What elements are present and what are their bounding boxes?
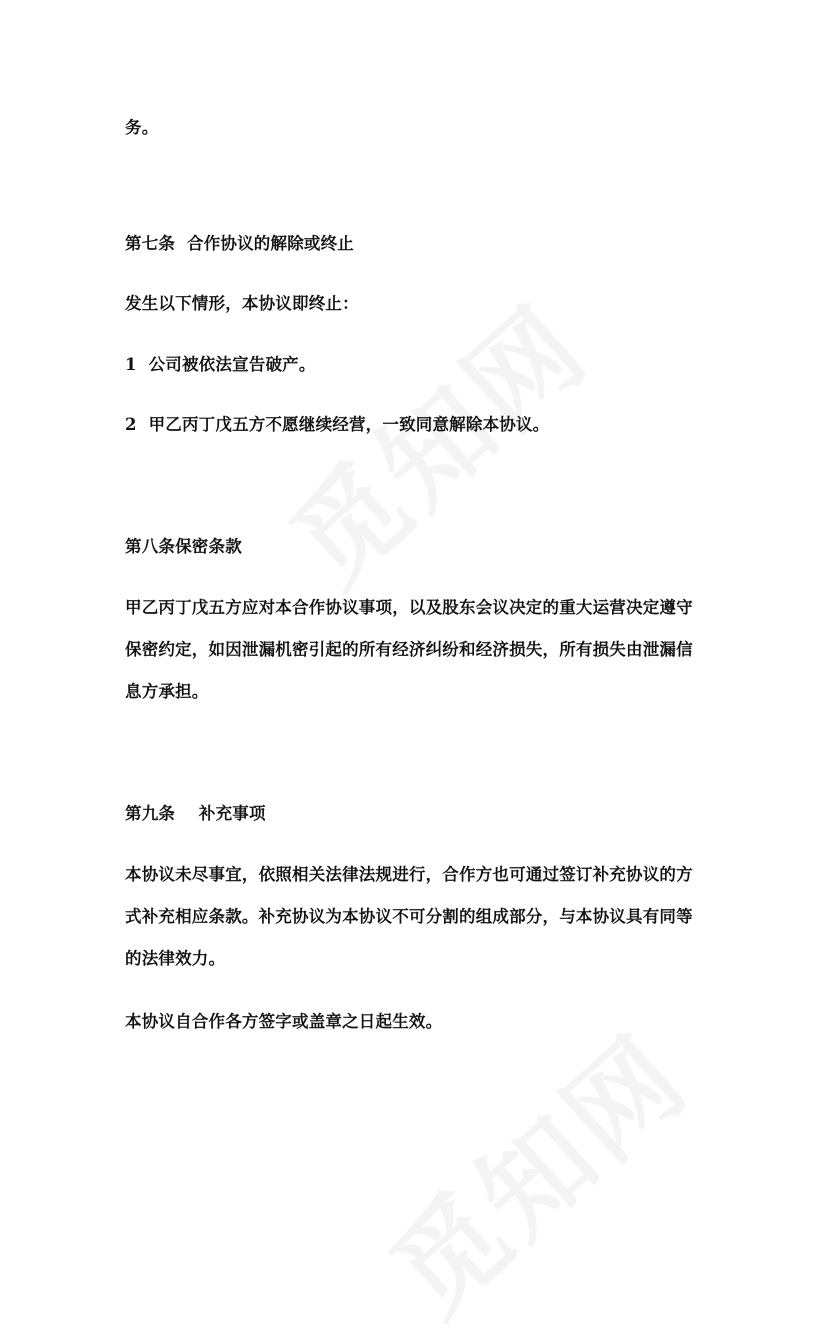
text-line: 本协议自合作各方签字或盖章之日起生效。 <box>125 1012 443 1031</box>
text-line: 务。 <box>125 118 159 137</box>
text-line: 息方承担。 <box>125 682 209 701</box>
text-line: 式补充相应条款。补充协议为本协议不可分割的组成部分，与本协议具有同等 <box>125 907 693 926</box>
watermark <box>352 994 716 1344</box>
list-item: 1 公司被依法宣告破产。 <box>125 355 316 374</box>
text-line: 甲乙丙丁戊五方应对本合作协议事项，以及股东会议决定的重大运营决定遵守 <box>125 598 693 617</box>
section-heading-9: 第九条 补充事项 <box>125 804 266 823</box>
watermark <box>252 264 616 614</box>
list-item: 2 甲乙丙丁戊五方不愿继续经营，一致同意解除本协议。 <box>125 415 550 434</box>
text-line: 保密约定，如因泄漏机密引起的所有经济纠纷和经济损失，所有损失由泄漏信 <box>125 640 693 659</box>
text-line: 的法律效力。 <box>125 949 226 968</box>
section-heading-8: 第八条保密条款 <box>125 537 242 556</box>
text-line: 发生以下情形，本协议即终止： <box>125 294 359 313</box>
section-heading-7: 第七条 合作协议的解除或终止 <box>125 234 354 253</box>
text-line: 本协议未尽事宜，依照相关法律法规进行，合作方也可通过签订补充协议的方 <box>125 865 693 884</box>
